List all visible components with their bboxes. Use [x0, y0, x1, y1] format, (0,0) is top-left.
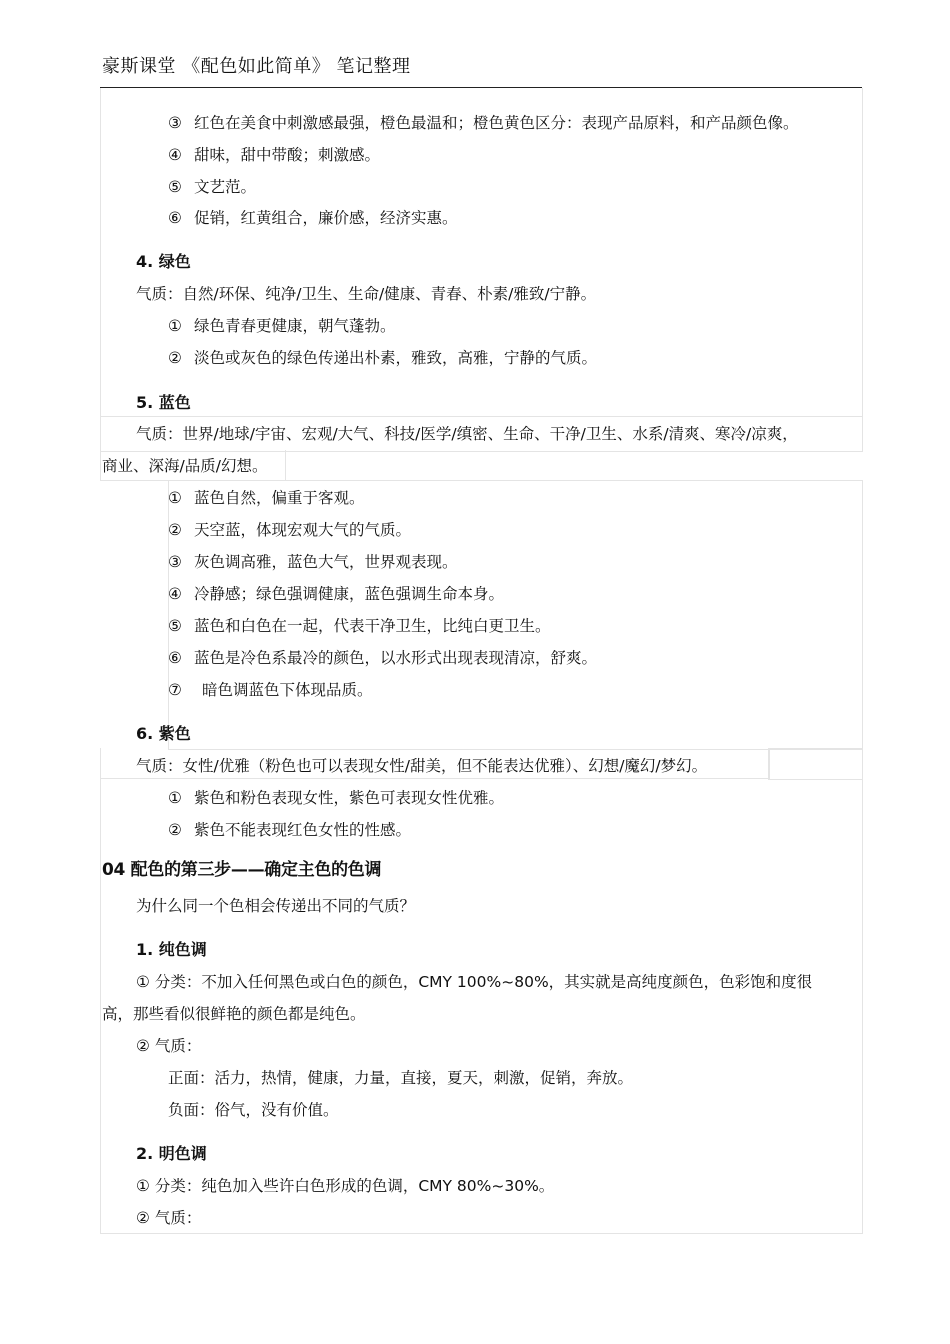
bright-tone-quality: ② 气质： [136, 1209, 202, 1227]
pure-tone-class-line1: ① 分类：不加入任何黑色或白色的颜色，CMY 100%~80%，其实就是高纯度颜色，色彩饱和度很 [136, 973, 813, 991]
pure-tone-positive: 正面：活力，热情，健康，力量，直接，夏天，刺激，促销，奔放。 [168, 1069, 634, 1087]
list-item: ⑥ 蓝色是冷色系最冷的颜色，以水形式出现表现清凉，舒爽。 [168, 649, 598, 667]
section-question: 为什么同一个色相会传递出不同的气质？ [136, 897, 416, 915]
list-item: ⑤ 蓝色和白色在一起，代表干净卫生，比纯白更卫生。 [168, 617, 551, 635]
pure-tone-negative: 负面：俗气，没有价值。 [168, 1101, 339, 1119]
purple-heading: 6. 紫色 [136, 724, 191, 743]
pure-tone-class-line2: 高，那些看似很鲜艳的颜色都是纯色。 [102, 1005, 366, 1023]
list-item: ⑥ 促销，红黄组合，廉价感，经济实惠。 [168, 209, 458, 227]
list-item: ④ 冷静感；绿色强调健康，蓝色强调生命本身。 [168, 585, 505, 603]
blue-quality-line2: 商业、深海/品质/幻想。 [102, 457, 268, 475]
list-item: ④ 甜味，甜中带酸；刺激感。 [168, 146, 381, 164]
list-item: ② 天空蓝，体现宏观大气的气质。 [168, 521, 412, 539]
list-item: ⑤ 文艺范。 [168, 178, 257, 196]
list-item: ③ 灰色调高雅，蓝色大气，世界观表现。 [168, 553, 458, 571]
list-item: ⑦ 暗色调蓝色下体现品质。 [168, 681, 373, 699]
purple-quality: 气质：女性/优雅（粉色也可以表现女性/甜美，但不能表达优雅）、幻想/魔幻/梦幻。 [136, 757, 708, 775]
bright-tone-heading: 2. 明色调 [136, 1144, 207, 1163]
pure-tone-heading: 1. 纯色调 [136, 940, 207, 959]
list-item: ① 绿色青春更健康，朝气蓬勃。 [168, 317, 396, 335]
content-frame [768, 748, 863, 780]
bright-tone-class: ① 分类：纯色加入些许白色形成的色调，CMY 80%~30%。 [136, 1177, 555, 1195]
page-header [100, 50, 862, 88]
list-item: ② 紫色不能表现红色女性的性感。 [168, 821, 412, 839]
section-heading: 04 配色的第三步——确定主色的色调 [102, 860, 382, 880]
pure-tone-quality: ② 气质： [136, 1037, 202, 1055]
header-title: 豪斯课堂 《配色如此简单》 笔记整理 [102, 56, 411, 77]
green-quality: 气质：自然/环保、纯净/卫生、生命/健康、青春、朴素/雅致/宁静。 [136, 285, 597, 303]
list-item: ② 淡色或灰色的绿色传递出朴素，雅致，高雅，宁静的气质。 [168, 349, 598, 367]
blue-quality-line1: 气质：世界/地球/宇宙、宏观/大气、科技/医学/缜密、生命、干净/卫生、水系/清爽、寒冷/凉爽， [136, 425, 798, 443]
list-item: ① 紫色和粉色表现女性，紫色可表现女性优雅。 [168, 789, 505, 807]
green-heading: 4. 绿色 [136, 252, 191, 271]
list-item: ③ 红色在美食中刺激感最强，橙色最温和；橙色黄色区分：表现产品原料，和产品颜色像。 [168, 114, 799, 132]
blue-heading: 5. 蓝色 [136, 393, 191, 412]
list-item: ① 蓝色自然，偏重于客观。 [168, 489, 365, 507]
